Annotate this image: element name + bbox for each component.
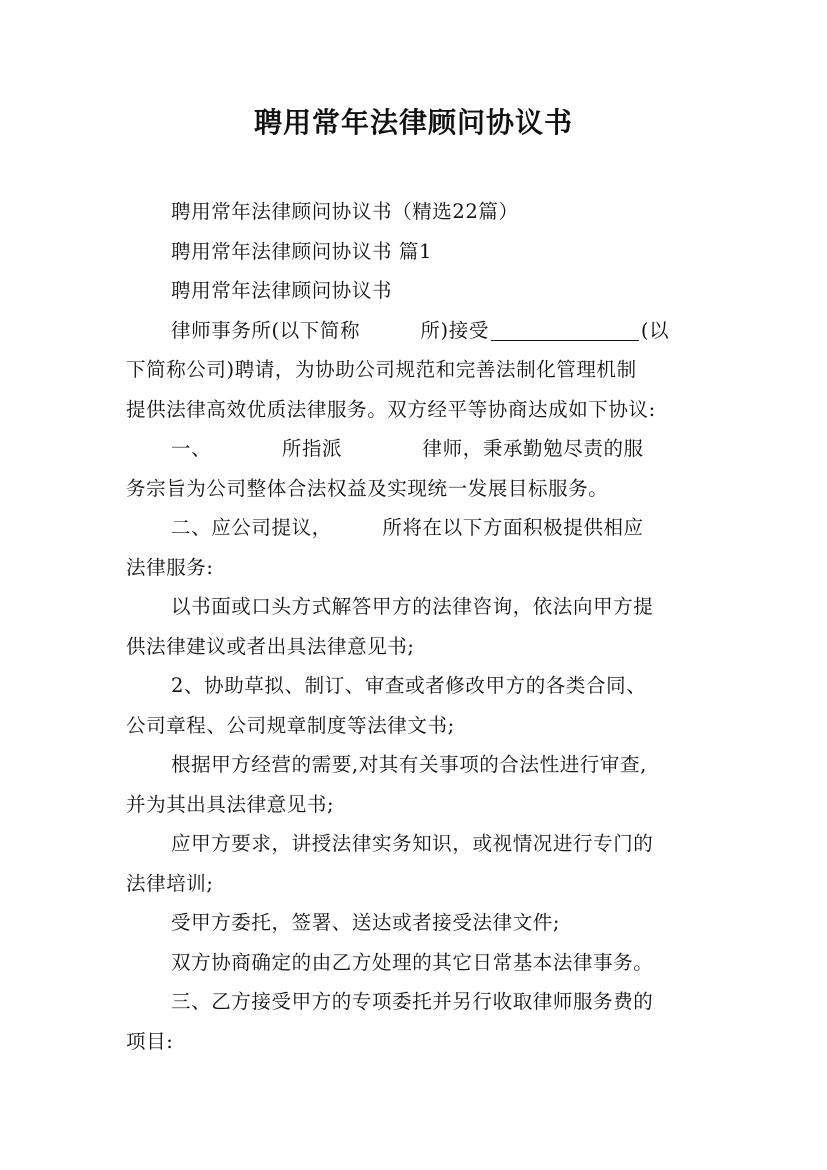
text-line: 聘用常年法律顾问协议书 篇1	[171, 239, 433, 263]
text-line: 应甲方要求，讲授法律实务知识，或视情况进行专门的	[171, 832, 654, 855]
text-line: 供法律建议或者出具法律意见书;	[126, 634, 415, 658]
text-line: 一、 所指派 律师，秉承勤勉尽责的服	[171, 437, 644, 460]
text-line: 提供法律高效优质法律服务。双方经平等协商达成如下协议:	[126, 397, 656, 421]
text-line: 法律培训;	[126, 871, 214, 895]
text-line: 项目:	[126, 1029, 174, 1053]
paragraph-clause-2	[126, 508, 706, 587]
paragraph-service-training	[126, 824, 706, 903]
text-line: 下简称公司)聘请，为协助公司规范和完善法制化管理机制	[126, 358, 637, 381]
paragraph-clause-3	[126, 982, 706, 1061]
text-line: 法律服务:	[126, 555, 214, 579]
text-line: 2、协助草拟、制订、审查或者修改甲方的各类合同、	[171, 674, 647, 697]
text-line: 双方协商确定的由乙方处理的其它日常基本法律事务。	[171, 950, 654, 974]
text-line: 二、应公司提议， 所将在以下方面积极提供相应	[171, 516, 644, 539]
client-name-blank	[491, 318, 639, 341]
paragraph-service-documents	[126, 903, 706, 943]
text-line: 并为其出具法律意见书;	[126, 792, 335, 816]
text-line: 务宗旨为公司整体合法权益及实现统一发展目标服务。	[126, 476, 609, 500]
paragraph-preamble	[126, 311, 706, 430]
text-line: 三、乙方接受甲方的专项委托并另行收取律师服务费的	[171, 990, 654, 1013]
preamble-text-end: (以	[640, 318, 670, 342]
paragraph-service-other	[126, 943, 706, 983]
paragraph-service-consulting	[126, 587, 706, 666]
text-line: 聘用常年法律顾问协议书	[171, 279, 393, 302]
text-line: 公司章程、公司规章制度等法律文书;	[126, 713, 455, 737]
paragraph-service-drafting	[126, 666, 706, 745]
text-line	[126, 311, 706, 351]
preamble-text-start: 律师事务所(以下简称 所)接受	[171, 318, 489, 342]
paragraph-service-review	[126, 745, 706, 824]
paragraph-subtitle	[126, 192, 706, 232]
paragraph-section-heading	[126, 232, 706, 272]
document-body	[126, 192, 706, 1061]
text-line: 受甲方委托，签署、送达或者接受法律文件;	[171, 911, 561, 934]
text-line: 聘用常年法律顾问协议书（精选22篇）	[171, 200, 519, 223]
text-line: 以书面或口头方式解答甲方的法律咨询，依法向甲方提	[171, 595, 654, 618]
paragraph-agreement-name	[126, 271, 706, 311]
paragraph-clause-1	[126, 429, 706, 508]
text-line: 根据甲方经营的需要,对其有关事项的合法性进行审查,	[171, 753, 647, 776]
document-title: 聘用常年法律顾问协议书	[253, 106, 573, 139]
